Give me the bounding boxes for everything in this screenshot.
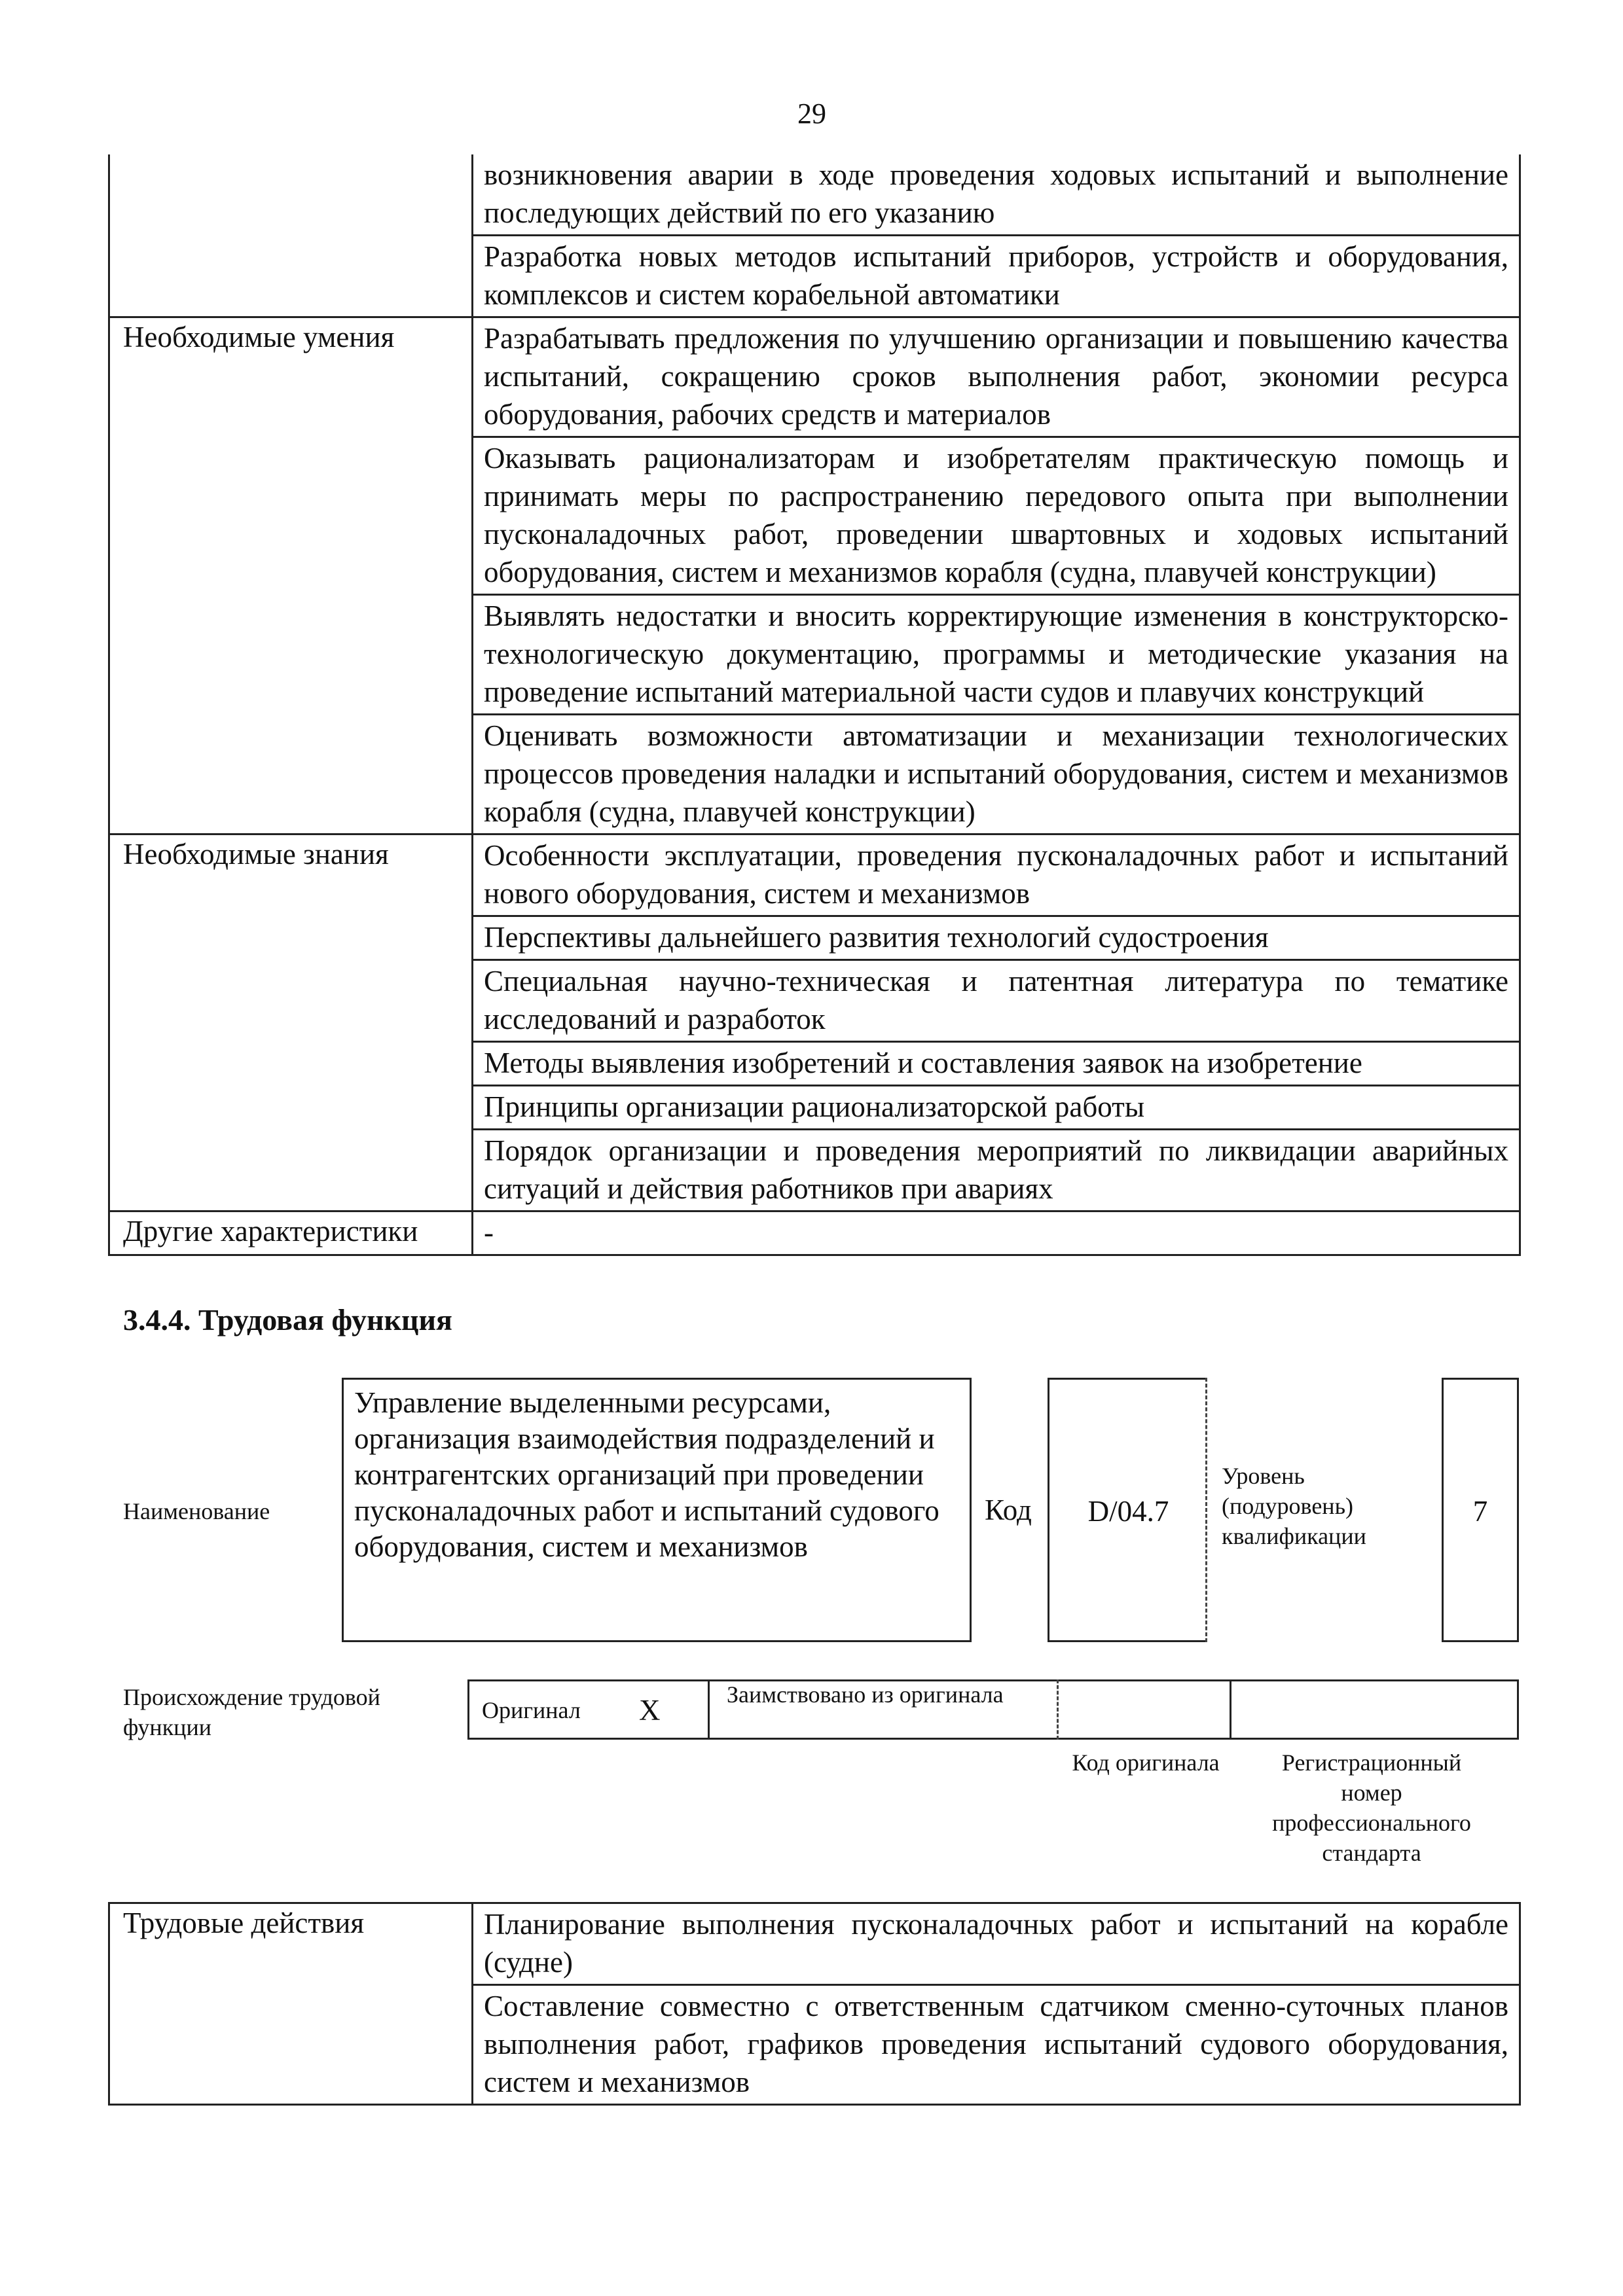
function-name: Управление выделенными ресурсами, организация взаимодействия подразделений и контрагентских организаций при проведении пусконаладочных работ и испытаний судового оборудования, систем и механизмов: [354, 1386, 939, 1563]
code-value: D/04.7: [1087, 1495, 1169, 1528]
code-box: [1048, 1378, 1207, 1642]
section-heading: 3.4.4. Трудовая функция: [123, 1303, 452, 1336]
row-text: Оценивать возможности автоматизации и механизации технологических процессов проведения наладки и испытаний оборудования, систем и механизмов корабля (судна, плавучей конструкции): [473, 715, 1520, 834]
table-row: [109, 154, 1520, 236]
table-row: [109, 1903, 1520, 1985]
table-row: [109, 1211, 1520, 1255]
labor-actions-table: [108, 1902, 1521, 2106]
code-caption: Код оригинала: [1072, 1749, 1220, 1776]
row-text: Разрабатывать предложения по улучшению организации и повышению качества испытаний, сокращению сроков выполнения работ, экономии ресурса оборудования, рабочих средств и материалов: [473, 317, 1520, 437]
row-text: Особенности эксплуатации, проведения пусконаладочных работ и испытаний нового оборудования, систем и механизмов: [473, 834, 1520, 916]
level-value: 7: [1472, 1495, 1488, 1528]
divider: [1057, 1679, 1059, 1740]
code-label: Код: [985, 1494, 1032, 1526]
row-label: Необходимые знания: [109, 834, 473, 1211]
row-text: Планирование выполнения пусконаладочных работ и испытаний на корабле (судне): [473, 1903, 1520, 1985]
row-label: Трудовые действия: [109, 1903, 473, 2105]
row-text: Принципы организации рационализаторской работы: [473, 1086, 1520, 1130]
row-label: Другие характеристики: [109, 1211, 473, 1255]
page-number: 29: [797, 98, 826, 130]
row-text: Выявлять недостатки и вносить корректирующие изменения в конструкторско-технологическую документацию, программы и методические указания на проведение испытаний материальной части судов и плавучих конструкций: [473, 595, 1520, 715]
row-text: Порядок организации и проведения мероприятий по ликвидации аварийных ситуаций и действия работников при авариях: [473, 1130, 1520, 1211]
row-text: Специальная научно-техническая и патентная литература по тематике исследований и разработок: [473, 960, 1520, 1042]
divider: [1205, 1378, 1207, 1642]
name-label: Наименование: [123, 1498, 270, 1524]
divider: [1230, 1679, 1231, 1740]
skills-knowledge-table: [108, 154, 1521, 1256]
level-label: Уровень (подуровень) квалификации: [1222, 1463, 1366, 1549]
origin-label: Происхождение трудовой функции: [123, 1684, 380, 1740]
row-text: Разработка новых методов испытаний приборов, устройств и оборудования, комплексов и систем корабельной автоматики: [473, 236, 1520, 317]
row-text: возникновения аварии в ходе проведения ходовых испытаний и выполнение последующих действий по его указанию: [473, 154, 1520, 236]
row-text: Оказывать рационализаторам и изобретателям практическую помощь и принимать меры по распространению передового опыта при выполнении пусконаладочных работ, проведении швартовных и ходовых испытаний оборудования, систем и механизмов корабля (судна, плавучей конструкции): [473, 437, 1520, 595]
row-label: [109, 154, 473, 317]
original-mark: X: [639, 1694, 661, 1727]
level-box: [1442, 1378, 1519, 1642]
original-label: Оригинал: [482, 1697, 581, 1723]
row-text: Методы выявления изобретений и составления заявок на изобретение: [473, 1042, 1520, 1086]
row-text: Перспективы дальнейшего развития технологий судостроения: [473, 916, 1520, 960]
row-label: Необходимые умения: [109, 317, 473, 834]
reg-caption: Регистрационный номер профессионального стандарта: [1272, 1749, 1471, 1866]
row-text: -: [473, 1211, 1520, 1255]
row-text: Составление совместно с ответственным сдатчиком сменно-суточных планов выполнения работ, графиков проведения испытаний судового оборудования, систем и механизмов: [473, 1985, 1520, 2105]
origin-original-cell: [467, 1679, 710, 1740]
borrowed-label: Заимствовано из оригинала: [727, 1681, 1004, 1708]
table-row: [109, 834, 1520, 916]
function-name-box: [342, 1378, 972, 1642]
table-row: [109, 317, 1520, 437]
